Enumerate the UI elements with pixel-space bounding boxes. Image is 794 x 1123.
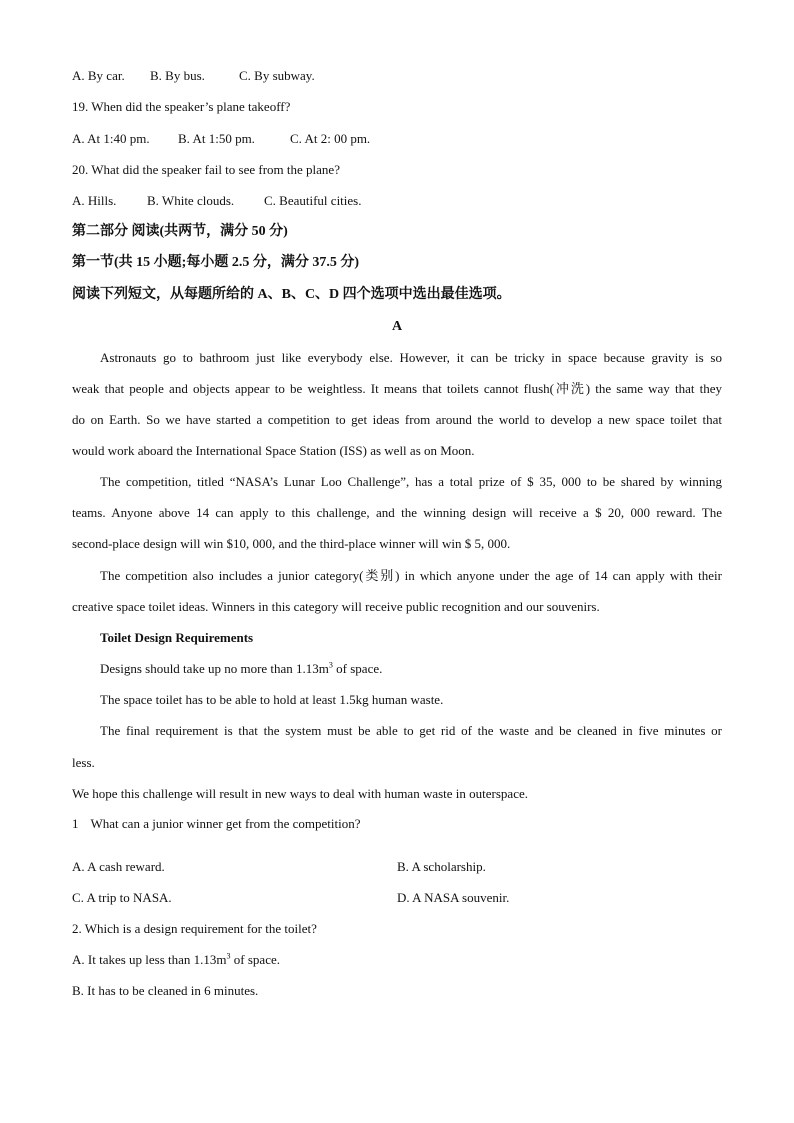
- question-2: 2. Which is a design requirement for the toilet?: [72, 921, 317, 936]
- q2-option-a: [72, 951, 280, 969]
- p3-line-2: creative space toilet ideas. Winners in this category will receive public recognition and our souvenirs.: [72, 599, 600, 614]
- q2-option-a-superscript: 3: [226, 951, 231, 961]
- requirement-2: The space toilet has to be able to hold at least 1.5kg human waste.: [100, 692, 444, 707]
- requirement-1-unit: of space.: [332, 661, 383, 676]
- section1-heading: 第一节(共 15 小题;每小题 2.5 分，满分 37.5 分): [72, 255, 359, 270]
- q18-option-a: A. By car.: [72, 68, 125, 83]
- p3-line-1: The competition also includes a junior category(类别) in which anyone under the age of 14 can apply with their: [100, 568, 722, 583]
- q20-option-c: C. Beautiful cities.: [264, 193, 362, 208]
- q2-option-a-unit: of space.: [230, 952, 280, 967]
- q19-option-b: B. At 1:50 pm.: [178, 131, 255, 146]
- question-1-text: What can a junior winner get from the competition?: [90, 816, 361, 831]
- q20-option-a: A. Hills.: [72, 193, 117, 208]
- requirement-3-line-2: less.: [72, 755, 95, 770]
- q2-option-b: B. It has to be cleaned in 6 minutes.: [72, 983, 259, 998]
- question-1: [72, 815, 361, 833]
- requirements-heading: Toilet Design Requirements: [100, 630, 254, 645]
- p1-line-1: Astronauts go to bathroom just like everybody else. However, it can be tricky in space because gravity is so: [100, 350, 722, 365]
- part2-heading: 第二部分 阅读(共两节，满分 50 分): [72, 224, 288, 239]
- q19-option-c: C. At 2: 00 pm.: [290, 131, 371, 146]
- requirement-1-superscript: 3: [328, 660, 333, 670]
- q1-option-b: B. A scholarship.: [397, 859, 486, 874]
- p2-line-2: teams. Anyone above 14 can apply to this challenge, and the winning design will receive a $ 20, 000 reward. The: [72, 505, 722, 520]
- p1-line-3: do on Earth. So we have started a competition to get ideas from around the world to develop a new space toilet that: [72, 412, 722, 427]
- q1-option-a: A. A cash reward.: [72, 859, 165, 874]
- q19-text: 19. When did the speaker’s plane takeoff?: [72, 99, 291, 114]
- q1-option-c: C. A trip to NASA.: [72, 890, 172, 905]
- q18-option-b: B. By bus.: [150, 68, 205, 83]
- q20-option-b: B. White clouds.: [147, 193, 235, 208]
- q18-options: [72, 67, 315, 85]
- q19-option-a: A. At 1:40 pm.: [72, 131, 150, 146]
- q20-options: [72, 192, 361, 210]
- q20-text: 20. What did the speaker fail to see from the plane?: [72, 162, 340, 177]
- requirement-3-line-1: The final requirement is that the system must be able to get rid of the waste and be cleaned in five minutes or: [100, 723, 722, 738]
- p1-line-4: would work aboard the International Space Station (ISS) as well as on Moon.: [72, 443, 475, 458]
- requirement-1-text: Designs should take up no more than 1.13m: [100, 661, 329, 676]
- q19-options: [72, 130, 370, 148]
- p2-line-1: The competition, titled “NASA’s Lunar Loo Challenge”, has a total prize of $ 35, 000 to be shared by winning: [100, 474, 722, 489]
- q1-option-d: D. A NASA souvenir.: [397, 890, 510, 905]
- q18-option-c: C. By subway.: [239, 68, 315, 83]
- requirement-1: [100, 660, 382, 678]
- p2-line-3: second-place design will win $10, 000, and the third-place winner will win $ 5, 000.: [72, 536, 511, 551]
- closing-sentence: We hope this challenge will result in new ways to deal with human waste in outerspace.: [72, 786, 528, 801]
- reading-instruction: 阅读下列短文，从每题所给的 A、B、C、D 四个选项中选出最佳选项。: [72, 287, 511, 302]
- p1-line-2: weak that people and objects appear to be weightless. It means that toilets cannot flush(冲洗) the same way that they: [72, 381, 722, 396]
- question-1-number: 1: [72, 816, 79, 831]
- passage-label: A: [391, 319, 403, 334]
- q2-option-a-text: A. It takes up less than 1.13m: [72, 952, 227, 967]
